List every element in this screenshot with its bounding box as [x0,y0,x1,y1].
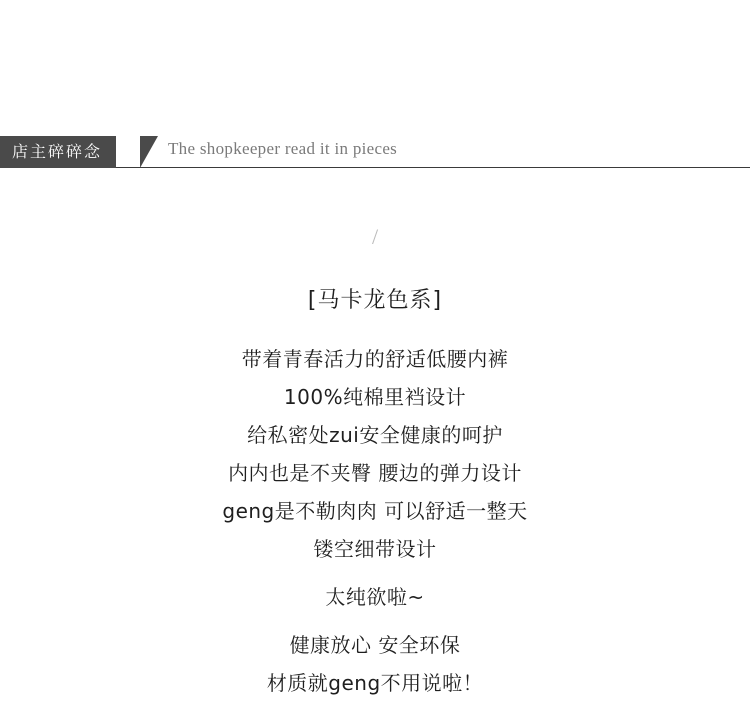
description-line: 给私密处zui安全健康的呵护 [247,423,503,447]
section-subtitle: The shopkeeper read it in pieces [168,139,398,158]
description-line: 太纯欲啦~ [325,585,425,609]
slash-divider-glyph: / [371,224,379,249]
section-header-banner [0,136,750,176]
description-line: 健康放心 安全环保 [289,633,461,657]
description-lines [0,340,750,702]
description-line: 100%纯棉里裆设计 [283,385,467,409]
section-tag-arrow-icon [140,136,158,168]
description-headline: [马卡龙色系] [307,288,443,313]
description-line: 带着青春活力的舒适低腰内裤 [241,347,509,371]
description-line: 内内也是不夹臀 腰边的弹力设计 [228,461,522,485]
description-line: 材质就geng不用说啦！ [266,671,484,695]
section-tag-label: 店主碎碎念 [0,136,116,168]
description-line: geng是不勒肉肉 可以舒适一整天 [222,499,528,523]
description-line: 镂空细带设计 [313,537,437,561]
description-block [0,220,750,702]
